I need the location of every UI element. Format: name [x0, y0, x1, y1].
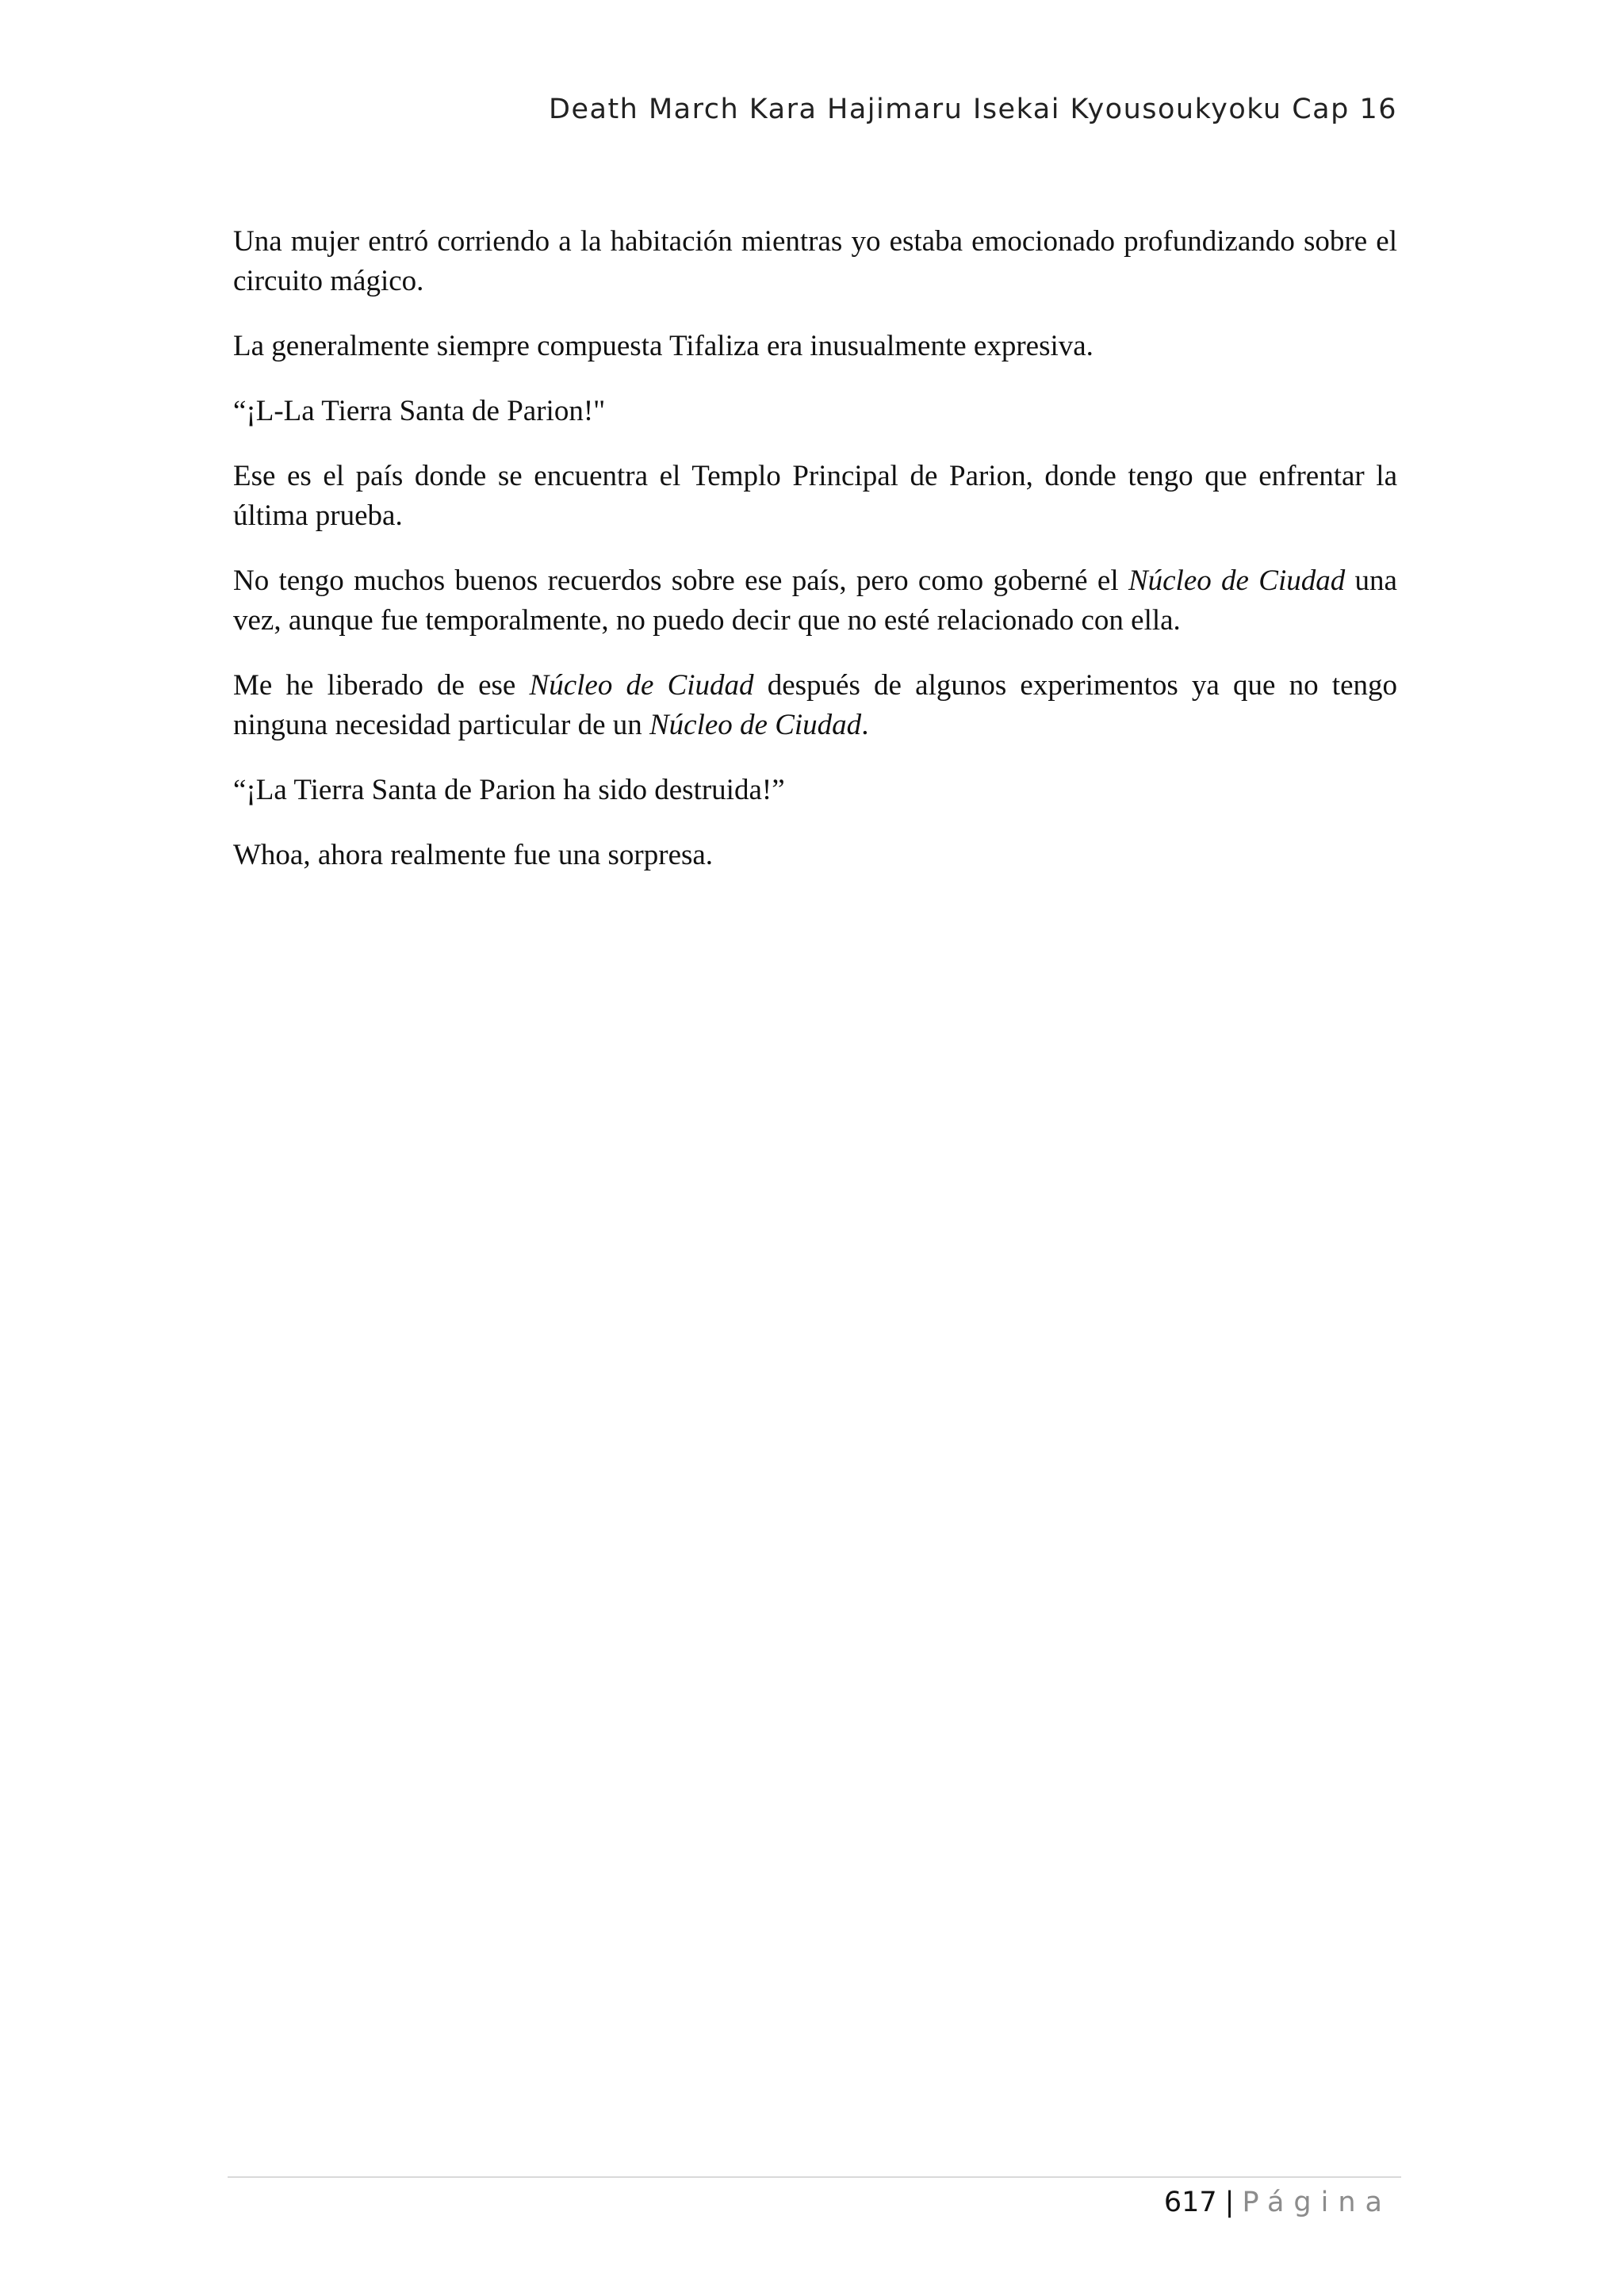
paragraph	[233, 666, 1397, 745]
paragraph-text: una vez, aunque fue temporalmente, no puedo decir que no esté relacionado con ella.	[233, 564, 1397, 637]
paragraph	[233, 222, 1397, 301]
paragraph	[233, 327, 1397, 366]
paragraph-text: La generalmente siempre compuesta Tifaliza era inusualmente expresiva.	[233, 330, 1094, 362]
paragraph-text: Me he liberado de ese	[233, 669, 530, 702]
paragraph-text: Whoa, ahora realmente fue una sorpresa.	[233, 839, 714, 871]
italic-term: Núcleo de Ciudad	[649, 709, 862, 741]
paragraph	[233, 392, 1397, 431]
paragraph-text: .	[861, 709, 869, 741]
paragraph-text: Ese es el país donde se encuentra el Templo Principal de Parion, donde tengo que enfrentar la última prueba.	[233, 460, 1397, 532]
paragraph-text: “¡La Tierra Santa de Parion ha sido destruida!”	[233, 774, 785, 806]
italic-term: Núcleo de Ciudad	[529, 669, 754, 702]
paragraph-text: “¡L-La Tierra Santa de Parion!"	[233, 395, 606, 427]
page-body	[233, 222, 1397, 901]
running-header: Death March Kara Hajimaru Isekai Kyousoukyoku Cap 16	[549, 94, 1397, 125]
paragraph	[233, 457, 1397, 536]
paragraph	[233, 836, 1397, 875]
page-number: 617	[1163, 2187, 1217, 2218]
italic-term: Núcleo de Ciudad	[1128, 564, 1346, 597]
paragraph	[233, 561, 1397, 641]
paragraph-text: Una mujer entró corriendo a la habitación mientras yo estaba emocionado profundizando sobre el circuito mágico.	[233, 225, 1397, 297]
page-label: Página	[1242, 2187, 1392, 2218]
paragraph	[233, 771, 1397, 810]
paragraph-text: después de algunos experimentos ya que no tengo ninguna necesidad particular de un	[233, 669, 1398, 741]
footer-divider	[228, 2176, 1401, 2178]
page-footer	[228, 2187, 1392, 2218]
footer-separator: |	[1224, 2187, 1235, 2218]
paragraph-text: No tengo muchos buenos recuerdos sobre ese país, pero como goberné el	[233, 564, 1128, 597]
